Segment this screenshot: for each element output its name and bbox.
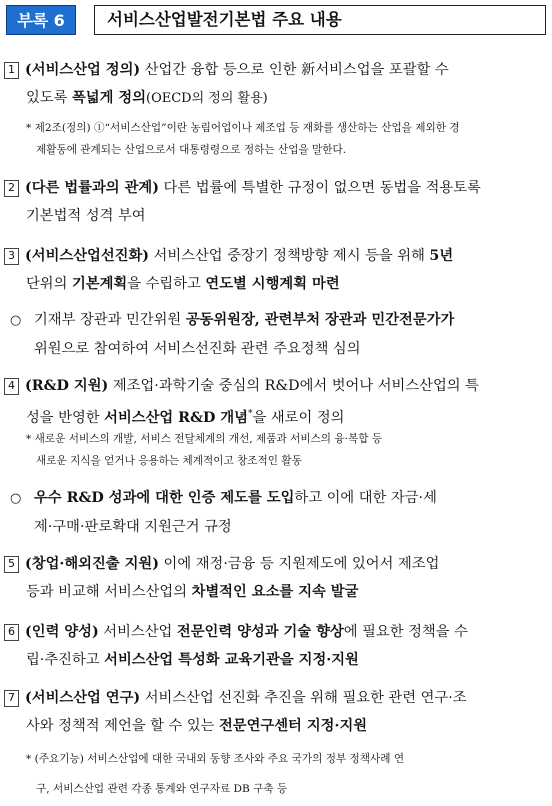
footnote-4 xyxy=(26,428,546,472)
bullet-circle: ○ xyxy=(10,313,22,328)
item-text: 다른 법률에 특별한 규정이 없으면 동법을 적용토록 xyxy=(158,180,481,196)
item-heading: (서비스산업 정의) xyxy=(25,62,141,78)
item-emphasis: 서비스산업 R&D 개념 xyxy=(104,410,248,426)
section-item-2 xyxy=(4,174,546,230)
footnote-7 xyxy=(26,744,546,804)
item-emphasis: 폭넓게 정의 xyxy=(71,90,147,106)
section-item-7 xyxy=(4,684,546,740)
item-number-box: 4 xyxy=(4,378,19,395)
item-text: 성을 반영한 xyxy=(26,410,105,426)
item-heading: (서비스산업선진화) xyxy=(25,248,150,264)
item-number-box: 2 xyxy=(4,180,19,197)
footnote-1 xyxy=(26,117,546,161)
item-text: 서비스산업 xyxy=(98,624,177,640)
item-number-box: 5 xyxy=(4,556,19,573)
item-text: 이에 재정·금융 등 지원제도에 있어서 제조업 xyxy=(158,556,440,572)
item-text: 등과 비교해 서비스산업의 xyxy=(26,584,192,600)
item-number-box: 1 xyxy=(4,62,19,79)
item-heading: (다른 법률과의 관계) xyxy=(25,180,159,196)
footnote-line: 새로운 지식을 얻거나 응용하는 체계적이고 창조적인 활동 xyxy=(36,455,302,467)
item-text: 서비스산업 선진화 추진을 위해 필요한 관련 연구·조 xyxy=(140,690,467,706)
footnote-line: * 제2조(정의) ①“서비스산업”이란 농림어업이나 제조업 등 재화를 생산하는 산업을 제외한 경 xyxy=(26,122,460,134)
item-number-box: 7 xyxy=(4,690,19,707)
bullet-text: 기재부 장관과 민간위원 xyxy=(34,312,186,328)
item-emphasis: 전문연구센터 지정·지원 xyxy=(219,718,368,734)
bullet-emphasis: 공동위원장, 관련부처 장관과 민간전문가가 xyxy=(185,312,455,328)
footnote-line: * 새로운 서비스의 개발, 서비스 전달체계의 개선, 제품과 서비스의 융·복합 등 xyxy=(26,433,383,445)
item-text: 에 필요한 정책을 수 xyxy=(343,624,468,640)
item-text: 립·추진하고 xyxy=(26,652,105,668)
footnote-marker: * xyxy=(247,409,253,419)
item-text: 기본법적 성격 부여 xyxy=(26,208,146,224)
item-emphasis: 연도별 시행계획 마련 xyxy=(205,276,340,292)
footnote-line: 구, 서비스산업 관련 각종 통계와 연구자료 DB 구축 등 xyxy=(36,783,288,795)
page-title: 서비스산업발전기본법 주요 내용 xyxy=(94,5,546,35)
section-item-5 xyxy=(4,550,546,606)
item-heading: (인력 양성) xyxy=(25,624,99,640)
item-emphasis: 5년 xyxy=(429,248,454,264)
item-text: 단위의 xyxy=(26,276,72,292)
bullet-3 xyxy=(10,306,546,363)
item-text: 사와 정책적 제언을 할 수 있는 xyxy=(26,718,219,734)
bullet-text: 제·구매·판로확대 지원근거 규정 xyxy=(34,519,232,535)
appendix-badge: 부록 6 xyxy=(6,5,76,35)
bullet-circle: ○ xyxy=(10,491,22,506)
item-text: 제조업·과학기술 중심의 R&D에서 벗어나 서비스산업의 특 xyxy=(108,378,479,394)
item-emphasis: 차별적인 요소를 지속 발굴 xyxy=(191,584,359,600)
bullet-4 xyxy=(10,484,546,541)
footnote-line: * (주요기능) 서비스산업에 대한 국내외 동향 조사와 주요 국가의 정부 정책사례 연 xyxy=(26,753,405,765)
bullet-text: 위원으로 참여하여 서비스선진화 관련 주요정책 심의 xyxy=(34,341,361,357)
section-item-3 xyxy=(4,242,546,298)
section-item-6 xyxy=(4,618,546,674)
item-emphasis: 서비스산업 특성화 교육기관을 지정·지원 xyxy=(104,652,359,668)
bullet-text: 하고 이에 대한 자금·세 xyxy=(294,490,437,506)
section-item-4 xyxy=(4,372,546,432)
item-heading: (창업·해외진출 지원) xyxy=(25,556,159,572)
document-header xyxy=(6,5,546,35)
bullet-emphasis: 우수 R&D 성과에 대한 인증 제도를 도입 xyxy=(34,490,295,506)
item-heading: (서비스산업 연구) xyxy=(25,690,141,706)
footnote-line: 제활동에 관계되는 산업으로서 대통령령으로 정하는 산업을 말한다. xyxy=(36,144,347,156)
item-emphasis: 기본계획 xyxy=(71,276,128,292)
item-text: (OECD의 정의 활용) xyxy=(146,91,268,106)
item-number-box: 3 xyxy=(4,248,19,265)
item-text: 산업간 융합 등으로 인한 新서비스업을 포괄할 수 xyxy=(140,62,449,78)
item-text: 서비스산업 중장기 정책방향 제시 등을 위해 xyxy=(149,248,430,264)
item-emphasis: 전문인력 양성과 기술 향상 xyxy=(176,624,344,640)
item-text: 을 수립하고 xyxy=(127,276,206,292)
item-number-box: 6 xyxy=(4,624,19,641)
section-item-1 xyxy=(4,56,546,113)
item-text: 있도록 xyxy=(26,90,72,106)
item-text: 을 새로이 정의 xyxy=(252,410,345,426)
item-heading: (R&D 지원) xyxy=(25,378,109,394)
